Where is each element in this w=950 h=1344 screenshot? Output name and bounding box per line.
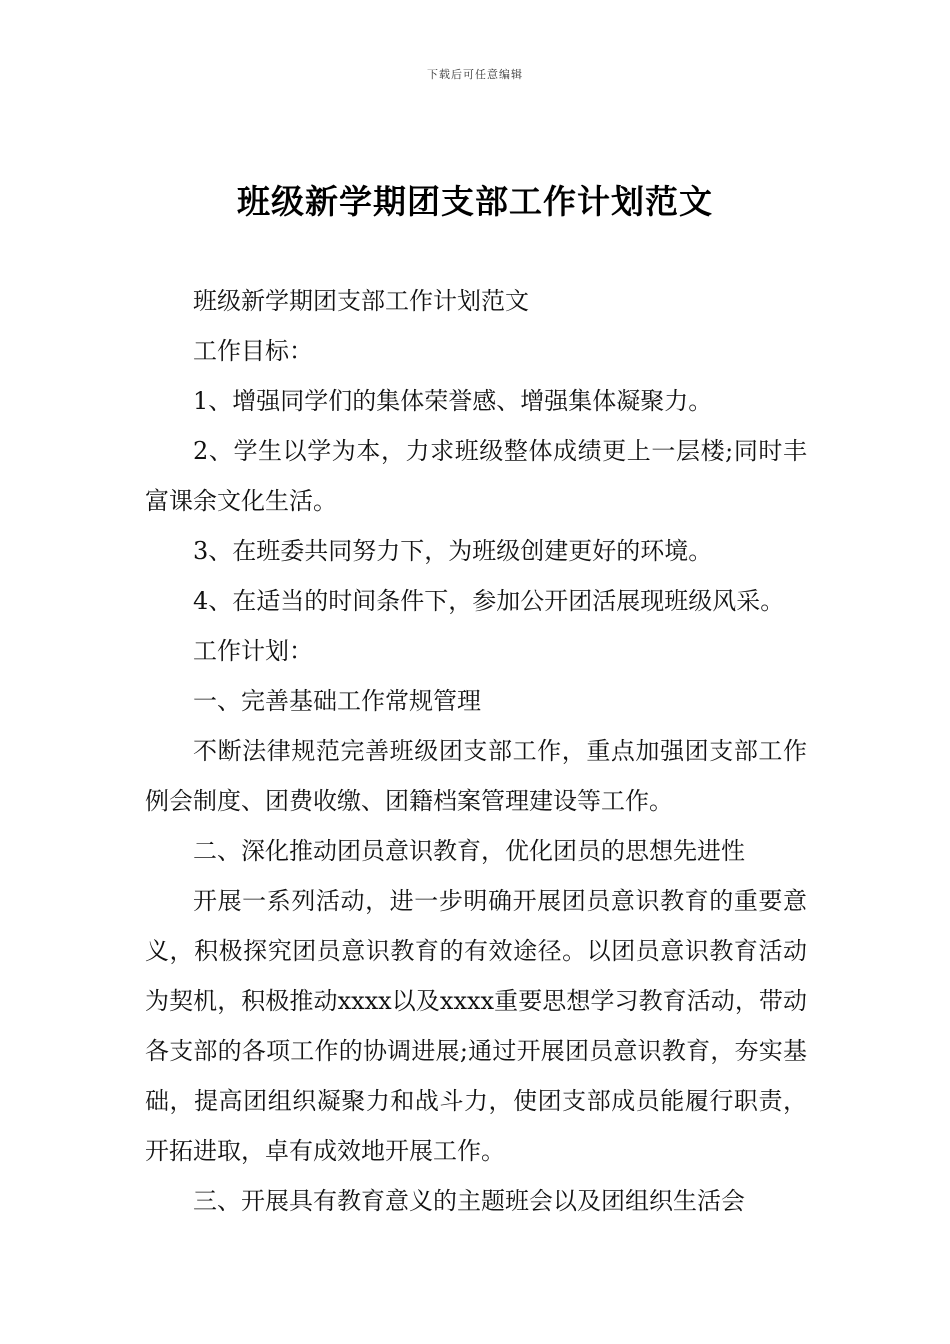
header-note: 下载后可任意编辑: [427, 68, 523, 81]
paragraph-section-3-heading: 三、开展具有教育意义的主题班会以及团组织生活会: [193, 1187, 745, 1215]
document-body: [145, 276, 807, 1226]
paragraph-plan-heading: 工作计划：: [193, 637, 313, 665]
paragraph-goal-3: 3、在班委共同努力下，为班级创建更好的环境。: [193, 537, 713, 565]
paragraph-section-1-heading: 一、完善基础工作常规管理: [193, 687, 481, 715]
document-title: 班级新学期团支部工作计划范文: [237, 182, 713, 221]
paragraph-section-2-body: 开展一系列活动，进一步明确开展团员意识教育的重要意义，积极探究团员意识教育的有效途径。以团员意识教育活动为契机，积极推动xxxx以及xxxx重要思想学习教育活动，带动各支部的各项工作的协调进展;通过开展团员意识教育，夯实基础，提高团组织凝聚力和战斗力，使团支部成员能履行职责，开拓进取，卓有成效地开展工作。: [145, 887, 807, 1165]
paragraph-section-1-body: 不断法律规范完善班级团支部工作，重点加强团支部工作例会制度、团费收缴、团籍档案管理建设等工作。: [145, 737, 807, 815]
paragraph-section-2-heading: 二、深化推动团员意识教育，优化团员的思想先进性: [193, 837, 745, 865]
paragraph-goal-4: 4、在适当的时间条件下，参加公开团活展现班级风采。: [193, 587, 785, 615]
paragraph-subtitle: 班级新学期团支部工作计划范文: [193, 287, 529, 315]
paragraph-goal-2: 2、学生以学为本，力求班级整体成绩更上一层楼;同时丰富课余文化生活。: [145, 437, 807, 515]
paragraph-goal-1: 1、增强同学们的集体荣誉感、增强集体凝聚力。: [193, 387, 713, 415]
paragraph-goals-heading: 工作目标：: [193, 337, 313, 365]
